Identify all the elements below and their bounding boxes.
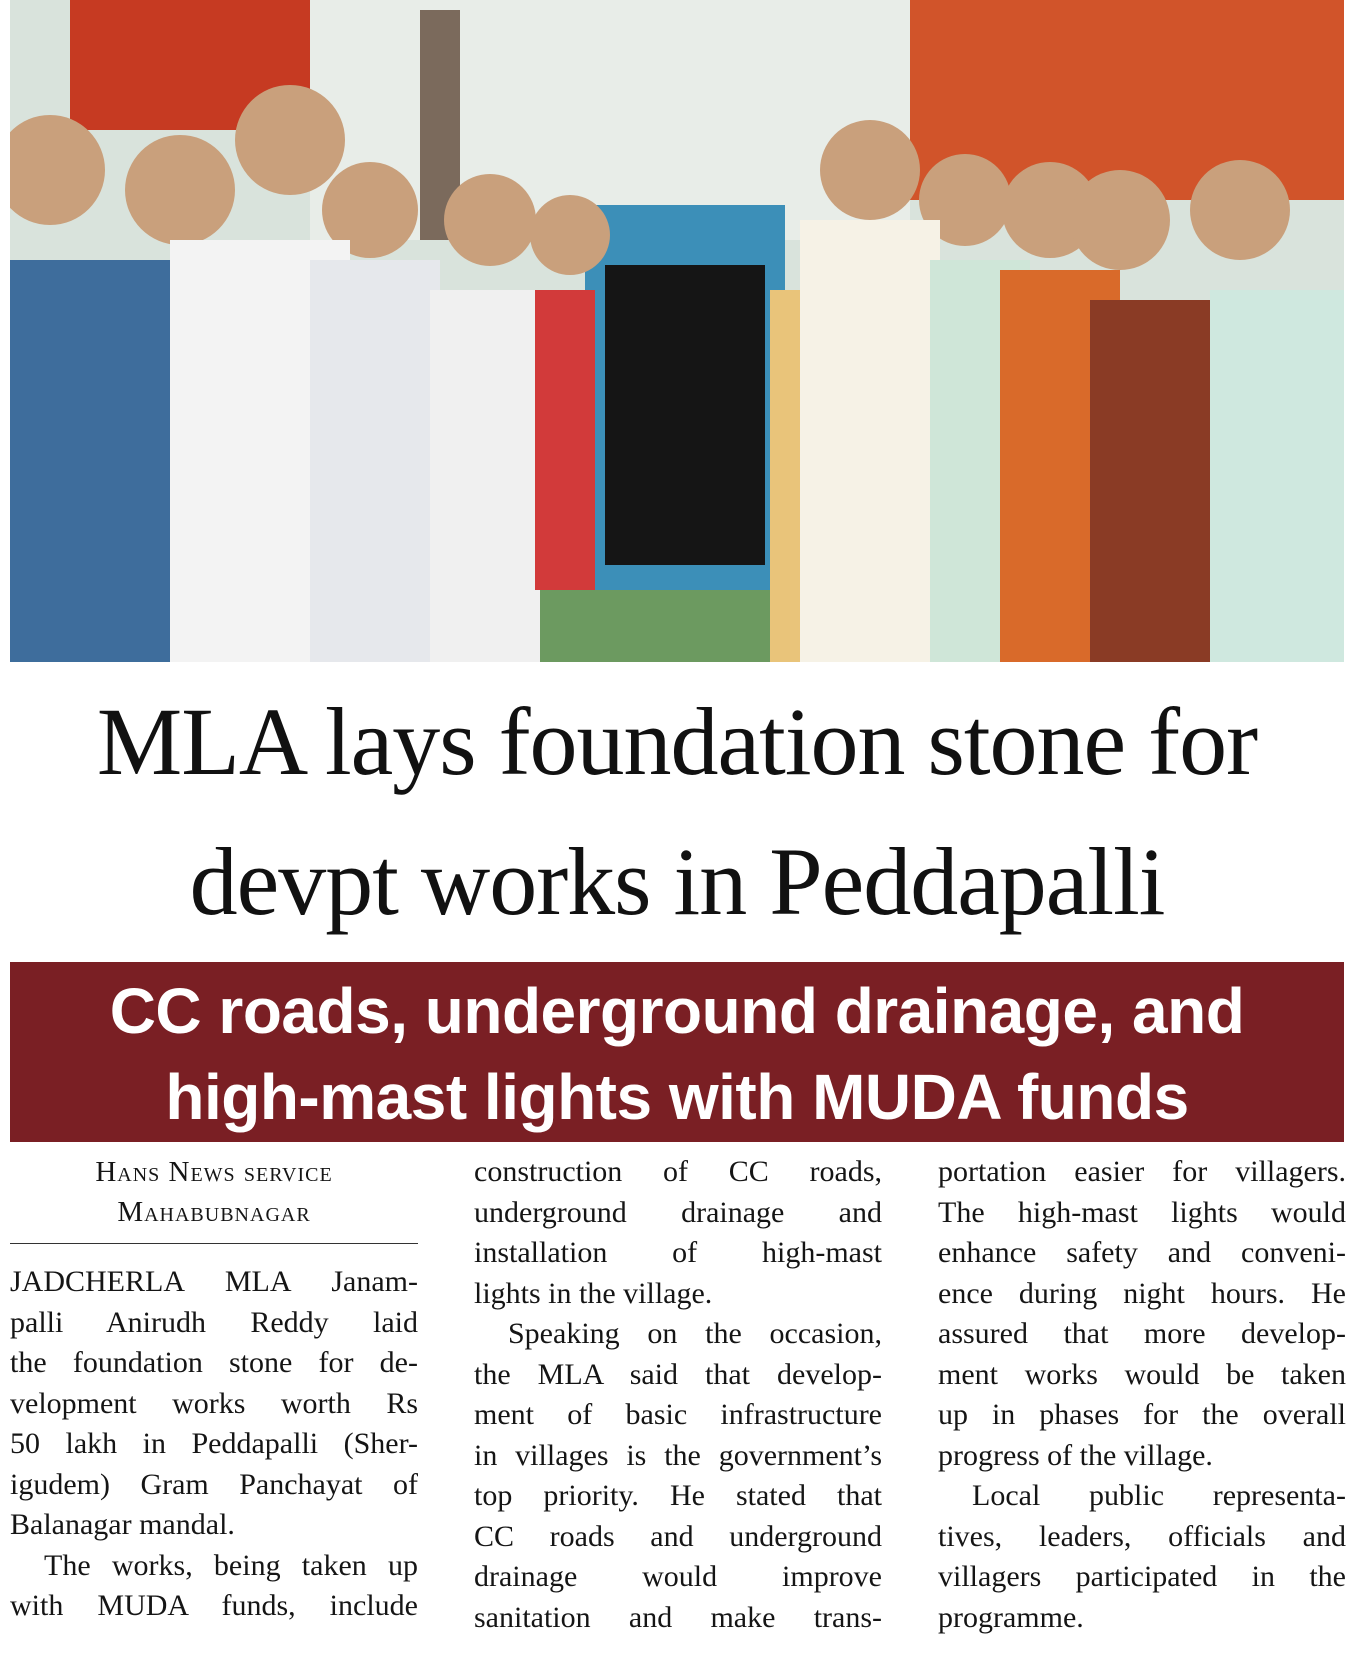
body-line: villagers participated in the (938, 1560, 1346, 1593)
body-line: drainage would improve (474, 1560, 882, 1593)
headline-line-1: MLA lays foundation stone for (96, 688, 1258, 795)
body-line: installation of high-mast (474, 1236, 882, 1269)
article-column-1 (10, 1152, 418, 1627)
byline-divider (10, 1243, 418, 1244)
body-line: up in phases for the overall (938, 1398, 1346, 1431)
body-line: with MUDA funds, include (10, 1589, 418, 1622)
foundation-stone-ceremony-image (10, 0, 1344, 662)
body-line: ment of basic infrastructure (474, 1398, 882, 1431)
body-line: ence during night hours. He (938, 1276, 1346, 1310)
news-photo (10, 0, 1344, 662)
body-line: portation easier for villagers. (938, 1155, 1346, 1188)
body-line: palli Anirudh Reddy laid (10, 1305, 418, 1339)
body-line: in villages is the government’s (474, 1438, 882, 1472)
body-line: JADCHERLA MLA Janam- (10, 1265, 418, 1298)
body-line: top priority. He stated that (474, 1479, 882, 1512)
body-line: the foundation stone for de- (10, 1346, 418, 1379)
body-line: Balanagar mandal. (10, 1508, 235, 1541)
headline (10, 672, 1344, 968)
body-line: construction of CC roads, (474, 1155, 882, 1188)
body-line: progress of the village. (938, 1438, 1213, 1472)
body-line: ment works would be taken (938, 1357, 1346, 1391)
body-line: The high-mast lights would (938, 1195, 1346, 1229)
body-line: the MLA said that develop- (474, 1357, 882, 1391)
body-line: sanitation and make trans- (474, 1600, 882, 1634)
body-line: velopment works worth Rs (10, 1386, 418, 1420)
body-line: The works, being taken up (44, 1548, 418, 1582)
byline-agency: Hans News service (95, 1156, 333, 1188)
body-line: Speaking on the occasion, (508, 1317, 882, 1350)
byline-place: Mahabubnagar (117, 1196, 311, 1228)
headline-line-2: devpt works in Peddapalli (189, 828, 1165, 935)
body-line: igudem) Gram Panchayat of (10, 1467, 418, 1501)
subheadline-line-2: high-mast lights with MUDA funds (165, 1061, 1189, 1133)
body-line: CC roads and underground (474, 1519, 882, 1553)
body-line: underground drainage and (474, 1195, 882, 1229)
article-column-3 (938, 1152, 1346, 1638)
body-line: assured that more develop- (938, 1317, 1346, 1350)
body-line: Local public representa- (972, 1479, 1346, 1512)
article-column-2 (474, 1152, 882, 1638)
body-line: enhance safety and conveni- (938, 1236, 1346, 1269)
body-line: programme. (938, 1600, 1084, 1634)
subheadline-banner (10, 962, 1344, 1142)
body-line: 50 lakh in Peddapalli (Sher- (10, 1427, 418, 1460)
body-line: tives, leaders, officials and (938, 1519, 1346, 1553)
body-line: lights in the village. (474, 1276, 713, 1310)
subheadline-line-1: CC roads, underground drainage, and (109, 975, 1245, 1047)
